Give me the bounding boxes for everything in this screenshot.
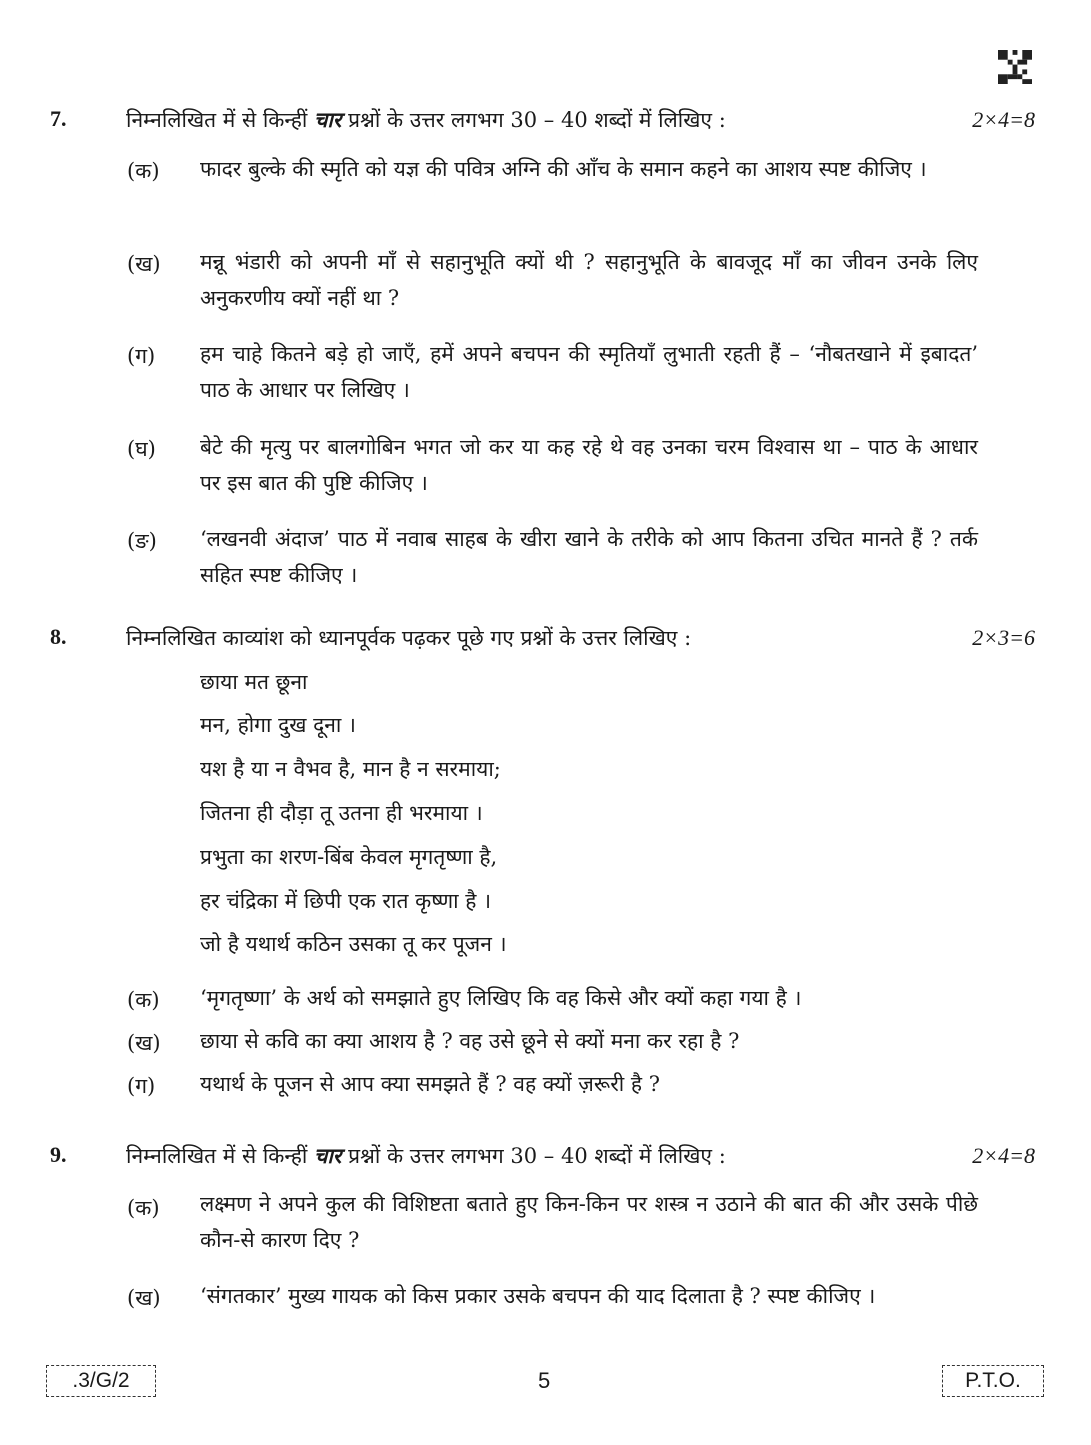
pto-label: P.T.O.: [942, 1365, 1044, 1397]
question-7-instruction: निम्नलिखित में से किन्हीं चार प्रश्नों के उत्तर लगभग 30 – 40 शब्दों में लिखिए :: [126, 107, 726, 132]
qr-code-icon: [998, 50, 1032, 84]
page-number: 5: [538, 1368, 551, 1393]
question-7-text-kha: मन्नू भंडारी को अपनी माँ से सहानुभूति क्यों थी ? सहानुभूति के बावजूद माँ का जीवन उनके लिए अनुकरणीय क्यों नहीं था ?: [200, 250, 978, 310]
question-8-label-ka: (क): [127, 988, 160, 1012]
question-7-label-ka: (क): [127, 159, 160, 183]
question-8-label-kha: (ख): [127, 1031, 161, 1055]
question-9-text-kha: ‘संगतकार’ मुख्य गायक को किस प्रकार उसके बचपन की याद दिलाता है ? स्पष्ट कीजिए ।: [200, 1284, 876, 1308]
poem-line: जो है यथार्थ कठिन उसका तू कर पूजन ।: [200, 932, 507, 956]
question-8-marks: 2×3=6: [972, 625, 1035, 650]
question-8-number: 8.: [50, 624, 67, 649]
question-9-text-ka: लक्ष्मण ने अपने कुल की विशिष्टता बताते हुए किन-किन पर शस्त्र न उठाने की बात की और उसके पीछे कौन-से कारण दिए ?: [200, 1192, 978, 1252]
question-7-text-ga: हम चाहे कितने बड़े हो जाएँ, हमें अपने बचपन की स्मृतियाँ लुभाती रहती हैं – ‘नौबतखाने में इबादत’ पाठ के आधार पर लिखिए ।: [200, 342, 978, 402]
paper-code: .3/G/2: [46, 1365, 156, 1397]
question-7-marks: 2×4=8: [972, 107, 1035, 132]
question-7-label-nga: (ङ): [127, 529, 157, 553]
question-7-label-ga: (ग): [127, 344, 156, 368]
question-8-label-ga: (ग): [127, 1074, 156, 1098]
question-7-text-ka: फादर बुल्के की स्मृति को यज्ञ की पवित्र अग्नि की आँच के समान कहने का आशय स्पष्ट कीजिए ।: [200, 157, 927, 181]
question-8-text-ga: यथार्थ के पूजन से आप क्या समझते हैं ? वह क्यों ज़रूरी है ?: [200, 1072, 660, 1096]
question-8-text-kha: छाया से कवि का क्या आशय है ? वह उसे छूने से क्यों मना कर रहा है ?: [200, 1029, 740, 1053]
question-7-label-gha: (घ): [127, 437, 156, 461]
question-7-number: 7.: [50, 106, 67, 131]
question-8-instruction: निम्नलिखित काव्यांश को ध्यानपूर्वक पढ़कर पूछे गए प्रश्नों के उत्तर लिखिए :: [126, 626, 692, 650]
question-7-text-gha: बेटे की मृत्यु पर बालगोबिन भगत जो कर या कह रहे थे वह उनका चरम विश्वास था – पाठ के आधार पर इस बात की पुष्टि कीजिए ।: [200, 435, 978, 495]
question-9-label-ka: (क): [127, 1196, 160, 1220]
poem-line: प्रभुता का शरण-बिंब केवल मृगतृष्णा है,: [200, 845, 498, 869]
question-8-text-ka: ‘मृगतृष्णा’ के अर्थ को समझाते हुए लिखिए कि वह किसे और क्यों कहा गया है ।: [200, 986, 802, 1010]
poem-line: हर चंद्रिका में छिपी एक रात कृष्णा है ।: [200, 889, 492, 913]
poem-line: यश है या न वैभव है, मान है न सरमाया;: [200, 757, 501, 781]
question-9-number: 9.: [50, 1142, 67, 1167]
poem-line: छाया मत छूना: [200, 670, 308, 694]
poem-line: जितना ही दौड़ा तू उतना ही भरमाया ।: [200, 801, 483, 825]
poem-line: मन, होगा दुख दूना ।: [200, 713, 356, 737]
question-9-label-kha: (ख): [127, 1286, 161, 1310]
question-7-text-nga: ‘लखनवी अंदाज’ पाठ में नवाब साहब के खीरा खाने के तरीके को आप कितना उचित मानते हैं ? तर्क सहित स्पष्ट कीजिए ।: [200, 527, 978, 587]
question-9-marks: 2×4=8: [972, 1143, 1035, 1168]
question-7-label-kha: (ख): [127, 252, 161, 276]
question-9-instruction: निम्नलिखित में से किन्हीं चार प्रश्नों के उत्तर लगभग 30 – 40 शब्दों में लिखिए :: [126, 1143, 726, 1168]
